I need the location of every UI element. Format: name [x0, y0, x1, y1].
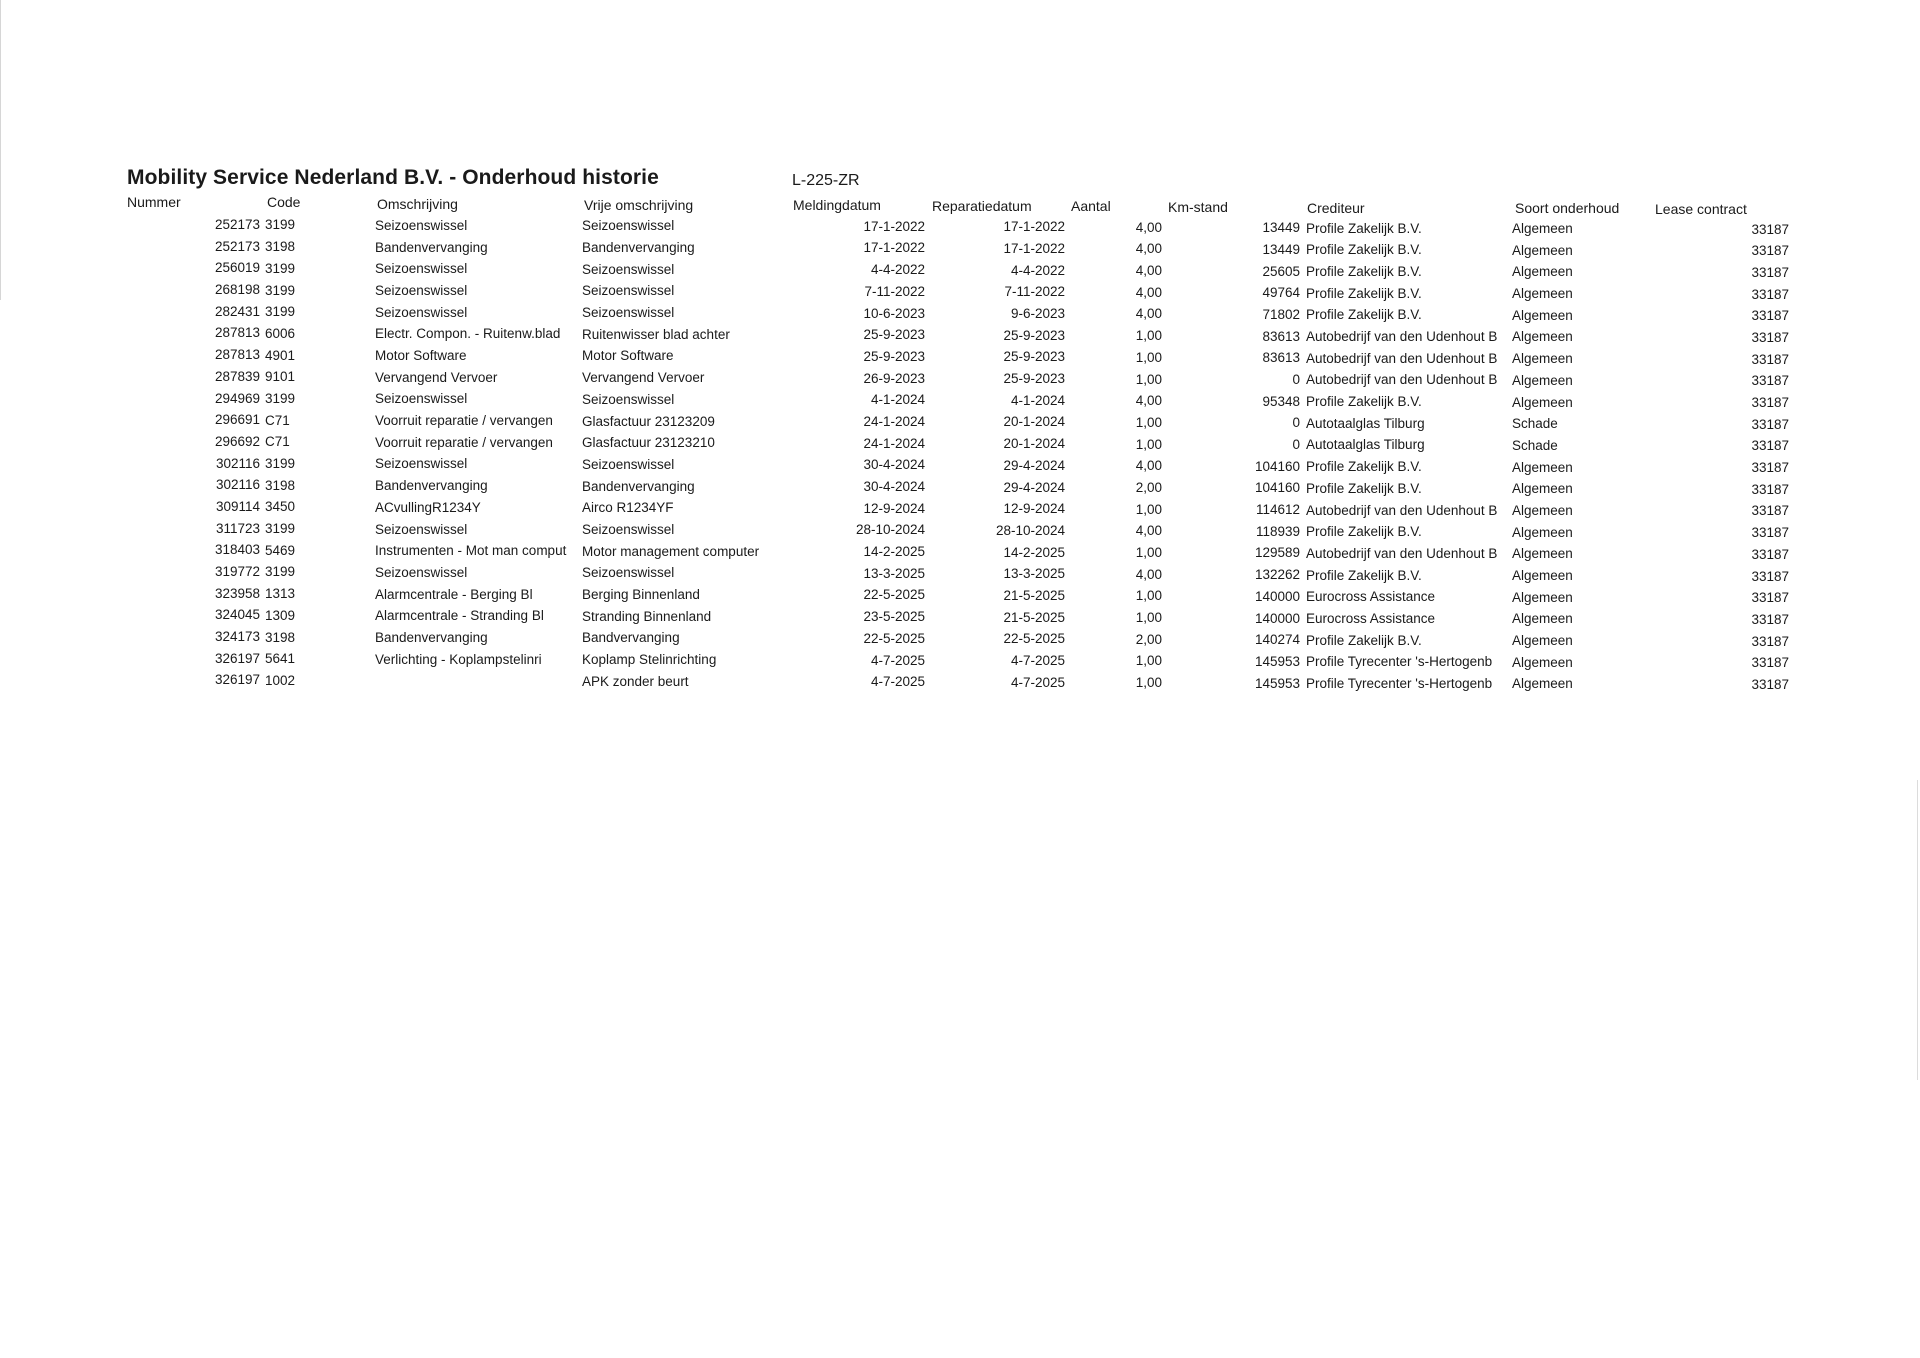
cell-lease-contract: 33187	[1751, 438, 1789, 454]
cell-lease-contract: 33187	[1751, 395, 1789, 410]
cell-aantal: 4,00	[1135, 523, 1162, 539]
cell-reparatiedatum: 25-9-2023	[1003, 327, 1065, 343]
cell-lease-contract: 33187	[1751, 611, 1789, 627]
table-row	[0, 520, 1920, 542]
cell-nummer: 252173	[214, 238, 260, 254]
table-row	[0, 455, 1920, 477]
cell-aantal: 1,00	[1135, 610, 1162, 626]
cell-vrije-omschrijving: APK zonder beurt	[582, 673, 689, 689]
cell-vrije-omschrijving: Bandenvervanging	[582, 478, 695, 494]
cell-vrije-omschrijving: Bandvervanging	[582, 630, 680, 646]
cell-omschrijving: Seizoenswissel	[375, 391, 468, 407]
cell-reparatiedatum: 25-9-2023	[1003, 371, 1065, 387]
cell-reparatiedatum: 4-7-2025	[1010, 653, 1065, 668]
cell-meldingdatum: 24-1-2024	[863, 413, 925, 429]
cell-meldingdatum: 14-2-2025	[863, 544, 925, 560]
cell-crediteur: Eurocross Assistance	[1306, 610, 1436, 626]
cell-km-stand: 118939	[1255, 523, 1300, 539]
cell-reparatiedatum: 21-5-2025	[1003, 587, 1065, 603]
cell-meldingdatum: 23-5-2025	[863, 609, 925, 625]
cell-code: 4901	[265, 347, 296, 363]
cell-omschrijving: Electr. Compon. - Ruitenw.blad	[375, 326, 561, 342]
cell-reparatiedatum: 20-1-2024	[1003, 414, 1065, 430]
cell-omschrijving: Bandenvervanging	[375, 239, 488, 255]
cell-crediteur: Eurocross Assistance	[1306, 589, 1436, 605]
cell-nummer: 324045	[214, 607, 260, 623]
cell-meldingdatum: 13-3-2025	[863, 565, 925, 581]
cell-code: 3199	[265, 304, 296, 320]
cell-vrije-omschrijving: Seizoenswissel	[582, 521, 675, 537]
cell-nummer: 287813	[214, 325, 260, 341]
cell-omschrijving: Vervangend Vervoer	[375, 369, 498, 385]
cell-meldingdatum: 12-9-2024	[863, 500, 925, 516]
cell-soort-onderhoud: Algemeen	[1512, 611, 1573, 627]
cell-vrije-omschrijving: Bandenvervanging	[582, 240, 695, 256]
table-row	[0, 390, 1920, 412]
cell-vrije-omschrijving: Seizoenswissel	[582, 305, 675, 321]
cell-reparatiedatum: 14-2-2025	[1003, 544, 1065, 560]
cell-meldingdatum: 28-10-2024	[855, 522, 925, 538]
cell-crediteur: Autotaalglas Tilburg	[1306, 415, 1425, 431]
cell-soort-onderhoud: Algemeen	[1512, 242, 1573, 258]
cell-vrije-omschrijving: Motor Software	[582, 348, 674, 364]
table-row	[0, 498, 1920, 520]
cell-code: 3450	[265, 499, 296, 515]
cell-aantal: 4,00	[1135, 263, 1162, 279]
cell-nummer: 311723	[215, 520, 260, 536]
cell-lease-contract: 33187	[1751, 243, 1789, 259]
header-lease-contract: Lease contract	[1655, 201, 1747, 217]
cell-meldingdatum: 4-4-2022	[870, 262, 925, 278]
cell-nummer: 268198	[214, 282, 260, 298]
cell-omschrijving: Voorruit reparatie / vervangen	[375, 413, 553, 429]
cell-lease-contract: 33187	[1751, 655, 1789, 671]
maintenance-table-body	[0, 216, 1920, 693]
cell-nummer: 296691	[214, 412, 260, 428]
cell-soort-onderhoud: Algemeen	[1512, 264, 1573, 280]
cell-crediteur: Profile Zakelijk B.V.	[1306, 480, 1422, 496]
cell-crediteur: Profile Zakelijk B.V.	[1306, 220, 1422, 236]
cell-crediteur: Autobedrijf van den Udenhout B	[1306, 329, 1498, 345]
cell-lease-contract: 33187	[1751, 676, 1789, 692]
cell-km-stand: 83613	[1262, 328, 1300, 344]
cell-aantal: 1,00	[1135, 675, 1162, 691]
cell-km-stand: 95348	[1262, 393, 1300, 409]
table-row	[0, 606, 1920, 628]
cell-reparatiedatum: 9-6-2023	[1010, 306, 1065, 321]
cell-code: 5641	[265, 651, 296, 667]
cell-code: 9101	[265, 369, 296, 385]
cell-nummer: 323958	[214, 585, 260, 601]
report-title: Mobility Service Nederland B.V. - Onderhoud historie	[127, 166, 659, 189]
cell-aantal: 1,00	[1135, 588, 1162, 604]
cell-nummer: 252173	[214, 217, 260, 232]
cell-nummer: 319772	[214, 564, 260, 579]
cell-vrije-omschrijving: Seizoenswissel	[582, 283, 675, 299]
cell-km-stand: 104160	[1254, 458, 1300, 474]
cell-crediteur: Profile Tyrecenter 's-Hertogenb	[1306, 654, 1493, 670]
cell-vrije-omschrijving: Seizoenswissel	[582, 565, 675, 581]
cell-nummer: 282431	[214, 303, 260, 319]
cell-km-stand: 129589	[1254, 545, 1300, 561]
cell-vrije-omschrijving: Glasfactuur 23123209	[582, 413, 715, 429]
table-row	[0, 303, 1920, 325]
cell-code: 3199	[265, 217, 296, 233]
cell-reparatiedatum: 21-5-2025	[1003, 609, 1065, 625]
cell-lease-contract: 33187	[1751, 460, 1789, 476]
cell-soort-onderhoud: Algemeen	[1512, 329, 1573, 345]
table-row	[0, 541, 1920, 563]
cell-soort-onderhoud: Algemeen	[1512, 633, 1573, 649]
cell-aantal: 2,00	[1135, 479, 1162, 495]
cell-crediteur: Profile Zakelijk B.V.	[1306, 285, 1422, 301]
cell-km-stand: 13449	[1262, 241, 1300, 257]
cell-omschrijving: Seizoenswissel	[375, 304, 468, 320]
cell-omschrijving: Alarmcentrale - Stranding Bl	[375, 608, 544, 624]
cell-aantal: 1,00	[1135, 545, 1162, 560]
cell-reparatiedatum: 7-11-2022	[1004, 284, 1065, 300]
table-row	[0, 628, 1920, 650]
cell-aantal: 4,00	[1135, 306, 1162, 322]
table-row	[0, 411, 1920, 433]
license-plate: L-225-ZR	[792, 172, 860, 189]
cell-code: 3199	[265, 564, 296, 580]
cell-km-stand: 104160	[1254, 480, 1300, 496]
cell-aantal: 2,00	[1135, 631, 1162, 647]
cell-lease-contract: 33187	[1751, 568, 1789, 584]
cell-meldingdatum: 17-1-2022	[863, 240, 925, 256]
table-row	[0, 585, 1920, 607]
cell-code: 1313	[265, 586, 296, 602]
cell-crediteur: Profile Zakelijk B.V.	[1306, 459, 1422, 475]
cell-code: C71	[265, 412, 290, 428]
cell-km-stand: 140274	[1254, 632, 1300, 648]
cell-km-stand: 0	[1292, 437, 1300, 453]
cell-meldingdatum: 30-4-2024	[863, 457, 925, 473]
cell-lease-contract: 33187	[1751, 416, 1789, 432]
cell-nummer: 302116	[215, 455, 260, 471]
cell-soort-onderhoud: Algemeen	[1512, 524, 1573, 540]
cell-code: 3198	[265, 629, 296, 645]
cell-reparatiedatum: 25-9-2023	[1003, 349, 1065, 365]
cell-aantal: 4,00	[1135, 393, 1162, 409]
cell-nummer: 309114	[215, 498, 260, 514]
cell-reparatiedatum: 17-1-2022	[1003, 219, 1065, 235]
cell-nummer: 296692	[214, 433, 260, 449]
cell-omschrijving: Seizoenswissel	[375, 217, 468, 233]
cell-aantal: 4,00	[1135, 219, 1162, 235]
cell-nummer: 287813	[214, 347, 260, 363]
cell-crediteur: Profile Zakelijk B.V.	[1306, 394, 1422, 410]
table-row	[0, 216, 1920, 238]
cell-km-stand: 145953	[1254, 653, 1300, 669]
cell-aantal: 1,00	[1135, 414, 1162, 430]
cell-omschrijving: Motor Software	[375, 348, 467, 364]
cell-omschrijving: Seizoenswissel	[375, 261, 468, 277]
cell-meldingdatum: 25-9-2023	[863, 327, 925, 343]
cell-aantal: 4,00	[1135, 284, 1162, 300]
cell-code: 3198	[265, 239, 296, 255]
cell-vrije-omschrijving: Berging Binnenland	[582, 587, 700, 603]
cell-omschrijving: Seizoenswissel	[375, 456, 468, 472]
cell-crediteur: Autobedrijf van den Udenhout B	[1306, 350, 1498, 366]
cell-soort-onderhoud: Algemeen	[1512, 676, 1573, 692]
cell-soort-onderhoud: Algemeen	[1512, 502, 1573, 518]
cell-km-stand: 145953	[1254, 675, 1300, 691]
cell-meldingdatum: 22-5-2025	[863, 630, 925, 646]
cell-lease-contract: 33187	[1751, 633, 1789, 649]
cell-code: 3199	[265, 521, 296, 537]
cell-nummer: 294969	[214, 390, 260, 406]
cell-km-stand: 71802	[1262, 306, 1300, 322]
cell-vrije-omschrijving: Ruitenwisser blad achter	[582, 326, 730, 342]
header-nummer: Nummer	[127, 194, 181, 210]
cell-aantal: 1,00	[1135, 436, 1162, 452]
cell-km-stand: 49764	[1262, 285, 1300, 301]
cell-omschrijving: Seizoenswissel	[375, 564, 468, 580]
cell-code: 3198	[265, 477, 296, 493]
cell-km-stand: 114612	[1255, 502, 1300, 518]
header-omschrijving: Omschrijving	[377, 196, 458, 212]
header-meldingdatum: Meldingdatum	[793, 197, 881, 213]
cell-meldingdatum: 26-9-2023	[863, 370, 925, 386]
table-row	[0, 281, 1920, 303]
cell-vrije-omschrijving: Seizoenswissel	[582, 261, 675, 277]
cell-code: 6006	[265, 325, 296, 341]
cell-crediteur: Profile Zakelijk B.V.	[1306, 263, 1422, 279]
cell-soort-onderhoud: Algemeen	[1512, 372, 1573, 388]
cell-omschrijving: Instrumenten - Mot man comput	[375, 543, 567, 559]
cell-vrije-omschrijving: Seizoenswissel	[582, 456, 675, 472]
cell-omschrijving: ACvullingR1234Y	[375, 499, 481, 515]
cell-reparatiedatum: 4-7-2025	[1010, 674, 1065, 690]
table-row	[0, 324, 1920, 346]
cell-lease-contract: 33187	[1751, 286, 1789, 302]
cell-reparatiedatum: 4-1-2024	[1010, 392, 1065, 408]
cell-reparatiedatum: 12-9-2024	[1003, 501, 1065, 517]
cell-nummer: 326197	[214, 672, 260, 688]
cell-reparatiedatum: 22-5-2025	[1003, 631, 1065, 647]
cell-reparatiedatum: 13-3-2025	[1003, 566, 1065, 582]
cell-vrije-omschrijving: Vervangend Vervoer	[582, 370, 705, 386]
table-row	[0, 671, 1920, 693]
cell-soort-onderhoud: Schade	[1512, 437, 1558, 453]
cell-meldingdatum: 4-1-2024	[870, 392, 925, 408]
cell-crediteur: Profile Zakelijk B.V.	[1306, 242, 1422, 258]
cell-soort-onderhoud: Algemeen	[1512, 589, 1573, 605]
cell-crediteur: Autobedrijf van den Udenhout B	[1306, 545, 1498, 561]
cell-nummer: 318403	[214, 542, 260, 558]
cell-reparatiedatum: 4-4-2022	[1010, 262, 1065, 278]
cell-lease-contract: 33187	[1751, 264, 1789, 280]
header-km-stand: Km-stand	[1168, 199, 1228, 215]
cell-lease-contract: 33187	[1751, 221, 1789, 237]
cell-omschrijving: Seizoenswissel	[375, 282, 468, 298]
cell-vrije-omschrijving: Koplamp Stelinrichting	[582, 652, 717, 668]
cell-vrije-omschrijving: Motor management computer	[582, 543, 760, 559]
cell-crediteur: Autobedrijf van den Udenhout B	[1306, 502, 1498, 518]
cell-km-stand: 83613	[1262, 350, 1300, 366]
cell-crediteur: Profile Tyrecenter 's-Hertogenb	[1306, 676, 1493, 692]
table-row	[0, 650, 1920, 672]
cell-soort-onderhoud: Algemeen	[1512, 568, 1573, 584]
scan-edge-right	[1917, 780, 1918, 1080]
table-row	[0, 238, 1920, 260]
table-row	[0, 368, 1920, 390]
header-code: Code	[267, 194, 301, 210]
cell-code: 5469	[265, 542, 296, 558]
cell-soort-onderhoud: Algemeen	[1512, 307, 1573, 323]
cell-crediteur: Autobedrijf van den Udenhout B	[1306, 372, 1498, 388]
cell-lease-contract: 33187	[1751, 329, 1789, 345]
header-crediteur: Crediteur	[1307, 200, 1365, 216]
cell-aantal: 1,00	[1135, 349, 1162, 365]
cell-vrije-omschrijving: Seizoenswissel	[582, 391, 675, 407]
cell-code: C71	[265, 434, 290, 450]
cell-aantal: 4,00	[1135, 458, 1162, 474]
table-row	[0, 346, 1920, 368]
cell-lease-contract: 33187	[1751, 590, 1789, 606]
cell-code: 1002	[265, 672, 296, 688]
cell-lease-contract: 33187	[1751, 525, 1789, 541]
cell-crediteur: Profile Zakelijk B.V.	[1306, 567, 1422, 583]
header-aantal: Aantal	[1071, 198, 1111, 214]
cell-nummer: 302116	[215, 477, 260, 493]
header-reparatiedatum: Reparatiedatum	[932, 198, 1032, 214]
cell-lease-contract: 33187	[1751, 546, 1789, 562]
cell-nummer: 326197	[214, 650, 260, 666]
table-row	[0, 259, 1920, 281]
cell-soort-onderhoud: Algemeen	[1512, 221, 1573, 237]
cell-meldingdatum: 4-7-2025	[870, 652, 925, 668]
cell-omschrijving: Alarmcentrale - Berging Bl	[375, 586, 533, 602]
cell-aantal: 1,00	[1135, 653, 1162, 669]
cell-reparatiedatum: 29-4-2024	[1003, 457, 1065, 473]
cell-lease-contract: 33187	[1751, 308, 1789, 324]
cell-aantal: 4,00	[1135, 566, 1162, 582]
cell-omschrijving: Bandenvervanging	[375, 478, 488, 494]
cell-km-stand: 13449	[1262, 220, 1300, 236]
cell-meldingdatum: 30-4-2024	[863, 479, 925, 495]
cell-meldingdatum: 25-9-2023	[863, 348, 925, 364]
table-row	[0, 433, 1920, 455]
cell-soort-onderhoud: Algemeen	[1512, 394, 1573, 410]
cell-km-stand: 132262	[1254, 567, 1300, 583]
cell-lease-contract: 33187	[1751, 351, 1789, 367]
cell-aantal: 1,00	[1135, 501, 1162, 517]
cell-omschrijving: Voorruit reparatie / vervangen	[375, 434, 553, 450]
cell-reparatiedatum: 17-1-2022	[1003, 240, 1065, 256]
cell-code: 3199	[265, 390, 296, 406]
cell-vrije-omschrijving: Seizoenswissel	[582, 218, 675, 234]
cell-km-stand: 25605	[1262, 263, 1300, 279]
cell-km-stand: 140000	[1254, 588, 1300, 604]
cell-km-stand: 0	[1292, 371, 1300, 387]
cell-code: 1309	[265, 607, 296, 623]
cell-reparatiedatum: 28-10-2024	[995, 522, 1065, 538]
cell-omschrijving: Bandenvervanging	[375, 629, 488, 645]
cell-crediteur: Autotaalglas Tilburg	[1306, 437, 1425, 453]
cell-nummer: 324173	[214, 629, 260, 645]
cell-km-stand: 140000	[1254, 610, 1300, 626]
cell-meldingdatum: 22-5-2025	[863, 587, 925, 603]
cell-lease-contract: 33187	[1751, 481, 1789, 497]
cell-vrije-omschrijving: Stranding Binnenland	[582, 608, 712, 624]
cell-nummer: 287839	[214, 368, 260, 384]
cell-reparatiedatum: 20-1-2024	[1003, 436, 1065, 452]
cell-reparatiedatum: 29-4-2024	[1003, 479, 1065, 495]
cell-soort-onderhoud: Algemeen	[1512, 351, 1573, 367]
cell-aantal: 4,00	[1135, 241, 1162, 257]
cell-crediteur: Profile Zakelijk B.V.	[1306, 307, 1422, 323]
cell-lease-contract: 33187	[1751, 503, 1789, 519]
cell-code: 3199	[265, 260, 296, 276]
header-soort-onderhoud: Soort onderhoud	[1515, 200, 1620, 216]
cell-vrije-omschrijving: Glasfactuur 23123210	[582, 435, 715, 451]
cell-soort-onderhoud: Algemeen	[1512, 546, 1573, 562]
cell-meldingdatum: 10-6-2023	[863, 305, 925, 321]
table-row	[0, 476, 1920, 498]
cell-crediteur: Profile Zakelijk B.V.	[1306, 524, 1422, 540]
cell-soort-onderhoud: Algemeen	[1512, 481, 1573, 497]
cell-lease-contract: 33187	[1751, 373, 1789, 389]
cell-crediteur: Profile Zakelijk B.V.	[1306, 632, 1422, 648]
cell-meldingdatum: 17-1-2022	[863, 218, 925, 234]
cell-meldingdatum: 7-11-2022	[864, 283, 925, 299]
cell-vrije-omschrijving: Airco R1234YF	[582, 500, 674, 516]
cell-soort-onderhoud: Algemeen	[1512, 286, 1573, 302]
header-vrije-omschrijving: Vrije omschrijving	[584, 197, 694, 213]
cell-aantal: 1,00	[1135, 328, 1162, 344]
cell-nummer: 256019	[214, 260, 260, 276]
cell-soort-onderhoud: Schade	[1512, 416, 1558, 432]
cell-soort-onderhoud: Algemeen	[1512, 654, 1573, 670]
cell-km-stand: 0	[1292, 415, 1300, 431]
cell-omschrijving: Verlichting - Koplampstelinri	[375, 651, 542, 667]
table-row	[0, 563, 1920, 585]
cell-aantal: 1,00	[1135, 371, 1162, 387]
cell-meldingdatum: 4-7-2025	[870, 674, 925, 690]
cell-code: 3199	[265, 282, 296, 298]
cell-code: 3199	[265, 456, 296, 471]
cell-soort-onderhoud: Algemeen	[1512, 459, 1573, 475]
cell-meldingdatum: 24-1-2024	[863, 435, 925, 451]
cell-omschrijving: Seizoenswissel	[375, 521, 468, 537]
